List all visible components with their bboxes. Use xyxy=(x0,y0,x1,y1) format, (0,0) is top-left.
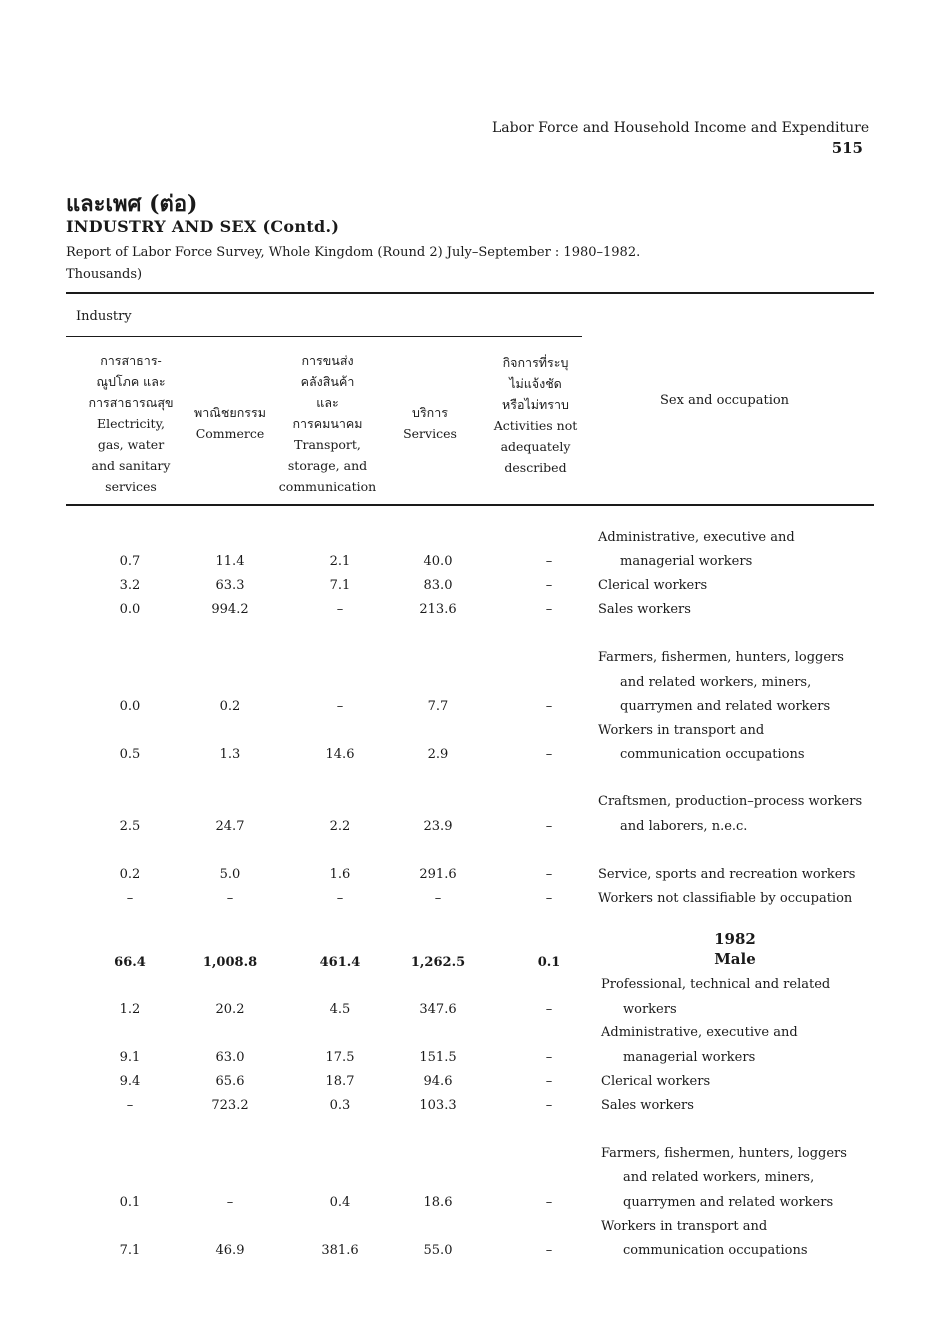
header-english-line: Services xyxy=(403,426,457,441)
services-value: 55.0 xyxy=(423,1243,453,1258)
occupation-label: Administrative, executive and xyxy=(598,530,795,545)
header-english-line: Activities not xyxy=(493,418,578,433)
table-row xyxy=(0,794,941,818)
services-value: 83.0 xyxy=(423,578,453,593)
transport-value: – xyxy=(336,699,344,714)
commerce-value: 24.7 xyxy=(215,819,245,834)
header-thai-line: ไม่แจ้งชัด xyxy=(509,376,562,391)
electricity-value: 0.0 xyxy=(119,602,141,617)
table-row xyxy=(0,723,941,747)
industry-label: Industry xyxy=(76,309,132,324)
page-number: 515 xyxy=(831,139,863,157)
column-header-services xyxy=(385,402,475,444)
occupation-label: workers xyxy=(623,1002,677,1017)
header-bottom-rule xyxy=(66,504,874,506)
services-value: 40.0 xyxy=(423,554,453,569)
electricity-value: 7.1 xyxy=(119,1243,141,1258)
header-english-line: described xyxy=(504,460,567,475)
table-row xyxy=(0,1170,941,1194)
occupation-label: Farmers, fishermen, hunters, loggers xyxy=(598,650,844,665)
section-year: 1982 xyxy=(714,930,756,948)
occupation-label: Sales workers xyxy=(601,1098,694,1113)
activities-value: – xyxy=(545,819,553,834)
commerce-value: – xyxy=(226,891,234,906)
transport-value: 2.1 xyxy=(329,554,351,569)
column-header-transport xyxy=(270,350,385,497)
electricity-value: 1.2 xyxy=(119,1002,141,1017)
electricity-value: 0.1 xyxy=(119,1195,141,1210)
table-subtitle: Report of Labor Force Survey, Whole Kingdom (Round 2) July–September : 1980–1982. xyxy=(66,245,641,260)
transport-value: 0.3 xyxy=(329,1098,351,1113)
header-thai-line: หรือไม่ทราบ xyxy=(502,397,569,412)
occupation-label: and laborers, n.e.c. xyxy=(620,819,748,834)
services-value: 7.7 xyxy=(427,699,449,714)
table-row xyxy=(0,1050,941,1074)
commerce-value: 723.2 xyxy=(211,1098,249,1113)
table-title: INDUSTRY AND SEX (Contd.) xyxy=(66,217,340,236)
header-english-line: Electricity, xyxy=(97,416,165,431)
header-english-line: services xyxy=(105,479,157,494)
table-row xyxy=(0,650,941,674)
services-value: 18.6 xyxy=(423,1195,453,1210)
electricity-value: 66.4 xyxy=(114,955,146,970)
table-row xyxy=(0,1195,941,1219)
occupation-label: Administrative, executive and xyxy=(601,1025,798,1040)
transport-value: 14.6 xyxy=(325,747,355,762)
activities-value: – xyxy=(545,747,553,762)
activities-value: – xyxy=(545,699,553,714)
transport-value: 2.2 xyxy=(329,819,351,834)
electricity-value: 2.5 xyxy=(119,819,141,834)
header-thai-line: กิจการที่ระบุ xyxy=(502,355,569,370)
occupation-label: quarrymen and related workers xyxy=(620,699,831,714)
total-row xyxy=(0,955,941,979)
table-row xyxy=(0,578,941,602)
occupation-label: quarrymen and related workers xyxy=(623,1195,834,1210)
transport-value: 17.5 xyxy=(325,1050,355,1065)
table-row xyxy=(0,891,941,915)
section-sex: Male xyxy=(714,950,756,968)
header-english-line: and sanitary xyxy=(91,458,171,473)
transport-value: 381.6 xyxy=(321,1243,359,1258)
header-thai-line: การสาธาร- xyxy=(100,353,162,368)
occupation-label: Sales workers xyxy=(598,602,691,617)
occupation-label: Craftsmen, production–process workers xyxy=(598,794,863,809)
occupation-label: and related workers, miners, xyxy=(623,1170,815,1185)
services-value: 2.9 xyxy=(427,747,449,762)
activities-value: – xyxy=(545,1243,553,1258)
table-row xyxy=(0,1098,941,1122)
activities-value: – xyxy=(545,1074,553,1089)
electricity-value: 0.7 xyxy=(119,554,141,569)
header-thai-line: การสาธารณสุข xyxy=(88,395,174,410)
thai-title: และเพศ (ต่อ) xyxy=(66,191,198,217)
commerce-value: 1,008.8 xyxy=(202,955,258,970)
commerce-value: 65.6 xyxy=(215,1074,245,1089)
header-thai-line: การคมนาคม xyxy=(292,416,363,431)
table-row xyxy=(0,554,941,578)
electricity-value: 9.4 xyxy=(119,1074,141,1089)
occupation-label: Clerical workers xyxy=(598,578,708,593)
commerce-value: 5.0 xyxy=(219,867,241,882)
table-row xyxy=(0,699,941,723)
activities-value: – xyxy=(545,867,553,882)
occupation-label: Service, sports and recreation workers xyxy=(598,867,856,882)
top-rule xyxy=(66,292,874,294)
header-thai-line: คลังสินค้า xyxy=(300,374,355,389)
occupation-label: managerial workers xyxy=(623,1050,756,1065)
sex-occupation-header: Sex and occupation xyxy=(660,393,790,408)
occupation-label: communication occupations xyxy=(623,1243,808,1258)
column-header-activities xyxy=(478,352,593,478)
commerce-value: 46.9 xyxy=(215,1243,245,1258)
electricity-value: – xyxy=(126,891,134,906)
header-english-line: adequately xyxy=(500,439,571,454)
services-value: 1,262.5 xyxy=(410,955,466,970)
table-row xyxy=(0,530,941,554)
table-row xyxy=(0,977,941,1001)
transport-value: 461.4 xyxy=(319,955,361,970)
electricity-value: 3.2 xyxy=(119,578,141,593)
transport-value: – xyxy=(336,891,344,906)
occupation-label: and related workers, miners, xyxy=(620,675,812,690)
header-thai-line: ณูปโภค และ xyxy=(96,374,166,389)
header-thai-line: การขนส่ง xyxy=(301,353,354,368)
commerce-value: 11.4 xyxy=(215,554,245,569)
occupation-label: Farmers, fishermen, hunters, loggers xyxy=(601,1146,847,1161)
units-note: Thousands) xyxy=(66,267,143,282)
header-thai-line: บริการ xyxy=(412,405,448,420)
header-english-line: Commerce xyxy=(195,426,265,441)
services-value: 347.6 xyxy=(419,1002,457,1017)
table-row xyxy=(0,1146,941,1170)
occupation-label: Workers not classifiable by occupation xyxy=(598,891,853,906)
commerce-value: 63.0 xyxy=(215,1050,245,1065)
commerce-value: 1.3 xyxy=(219,747,241,762)
activities-value: – xyxy=(545,554,553,569)
transport-value: 4.5 xyxy=(329,1002,351,1017)
activities-value: – xyxy=(545,1050,553,1065)
transport-value: 0.4 xyxy=(329,1195,351,1210)
electricity-value: 0.5 xyxy=(119,747,141,762)
table-row xyxy=(0,602,941,626)
services-value: 103.3 xyxy=(419,1098,457,1113)
table-row xyxy=(0,1002,941,1026)
activities-value: – xyxy=(545,578,553,593)
industry-rule xyxy=(66,336,582,337)
column-header-commerce xyxy=(175,402,285,444)
activities-value: – xyxy=(545,1098,553,1113)
occupation-label: Workers in transport and xyxy=(601,1219,768,1234)
services-value: 94.6 xyxy=(423,1074,453,1089)
header-english-line: gas, water xyxy=(97,437,165,452)
commerce-value: 994.2 xyxy=(211,602,249,617)
occupation-label: managerial workers xyxy=(620,554,753,569)
services-value: 23.9 xyxy=(423,819,453,834)
table-row xyxy=(0,867,941,891)
transport-value: 1.6 xyxy=(329,867,351,882)
electricity-value: 0.0 xyxy=(119,699,141,714)
table-row xyxy=(0,1074,941,1098)
commerce-value: 20.2 xyxy=(215,1002,245,1017)
services-value: 291.6 xyxy=(419,867,457,882)
commerce-value: 0.2 xyxy=(219,699,241,714)
activities-value: 0.1 xyxy=(537,955,561,970)
table-row xyxy=(0,1243,941,1267)
table-row xyxy=(0,747,941,771)
occupation-label: Workers in transport and xyxy=(598,723,765,738)
header-thai-line: พาณิชยกรรม xyxy=(194,405,266,420)
activities-value: – xyxy=(545,891,553,906)
activities-value: – xyxy=(545,602,553,617)
header-thai-line: และ xyxy=(316,395,339,410)
occupation-label: Professional, technical and related xyxy=(601,977,831,992)
commerce-value: 63.3 xyxy=(215,578,245,593)
services-value: 213.6 xyxy=(419,602,457,617)
electricity-value: 9.1 xyxy=(119,1050,141,1065)
transport-value: – xyxy=(336,602,344,617)
electricity-value: – xyxy=(126,1098,134,1113)
running-title: Labor Force and Household Income and Expenditure xyxy=(492,120,870,136)
header-english-line: storage, and xyxy=(287,458,368,473)
activities-value: – xyxy=(545,1195,553,1210)
services-value: – xyxy=(434,891,442,906)
electricity-value: 0.2 xyxy=(119,867,141,882)
transport-value: 18.7 xyxy=(325,1074,355,1089)
table-row xyxy=(0,819,941,843)
services-value: 151.5 xyxy=(419,1050,457,1065)
header-english-line: Transport, xyxy=(294,437,361,452)
commerce-value: – xyxy=(226,1195,234,1210)
occupation-label: Clerical workers xyxy=(601,1074,711,1089)
activities-value: – xyxy=(545,1002,553,1017)
table-row xyxy=(0,1219,941,1243)
header-english-line: communication xyxy=(278,479,377,494)
occupation-label: communication occupations xyxy=(620,747,805,762)
table-row xyxy=(0,1025,941,1049)
table-row xyxy=(0,675,941,699)
transport-value: 7.1 xyxy=(329,578,351,593)
